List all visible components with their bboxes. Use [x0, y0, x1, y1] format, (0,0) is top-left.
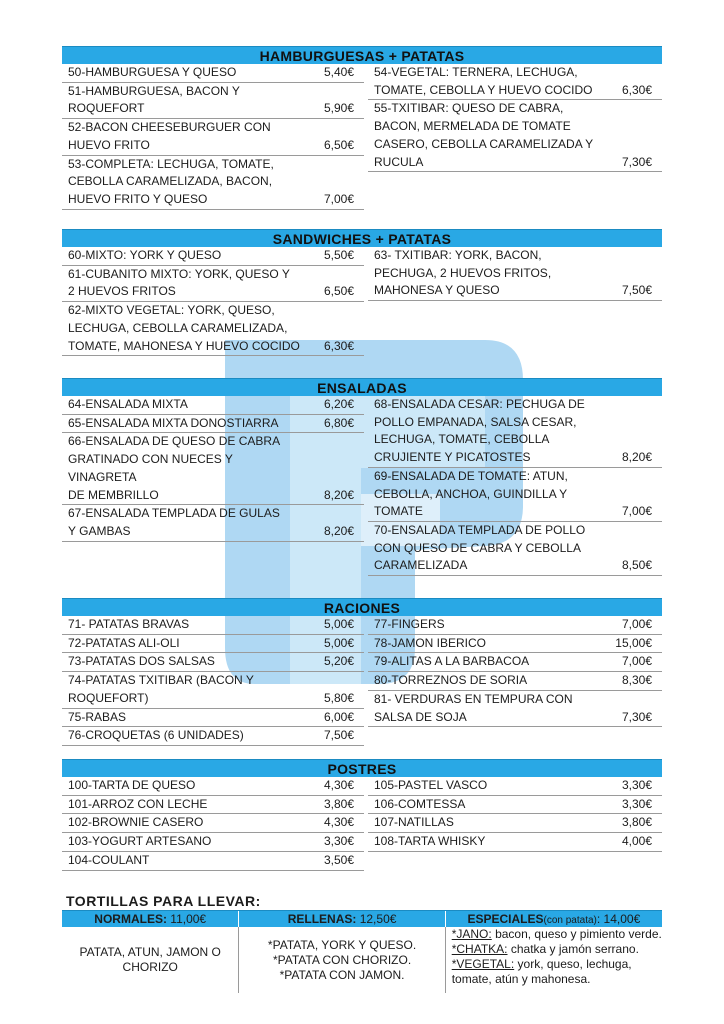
- item-price: 5,40€: [323, 65, 354, 79]
- especiales-label: ESPECIALES: [467, 912, 544, 926]
- menu-item: [62, 247, 364, 266]
- item-name: 51-HAMBURGUESA, BACON Y ROQUEFORT: [68, 83, 240, 116]
- menu-item: [62, 64, 364, 83]
- menu-item: [62, 83, 364, 119]
- item-price: 7,00€: [323, 191, 354, 206]
- item-name: 104-COULANT: [68, 852, 150, 867]
- column-right: [368, 247, 662, 301]
- item-price: 3,80€: [621, 815, 652, 830]
- menu-item: [62, 505, 364, 541]
- tortillas-body-row: [62, 927, 662, 993]
- especial-line: [452, 942, 662, 957]
- item-price: 3,30€: [621, 778, 652, 792]
- especiales-note: (con patata): [543, 915, 597, 926]
- item-price: 6,50€: [323, 284, 354, 299]
- item-price: 4,00€: [621, 834, 652, 849]
- item-name: 78-JAMON IBERICO: [374, 635, 487, 650]
- menu-item: [368, 247, 662, 301]
- item-name: 101-ARROZ CON LECHE: [68, 796, 208, 811]
- item-name: 74-PATATAS TXITIBAR (BACON Y ROQUEFORT): [68, 673, 254, 705]
- menu-item: [368, 64, 662, 100]
- item-price: 3,80€: [323, 796, 354, 811]
- header-normales: [62, 911, 239, 927]
- item-price: 6,80€: [323, 415, 354, 430]
- especial-line: tomate, atún y mahonesa.: [451, 972, 591, 986]
- menu-item: [62, 709, 364, 728]
- tortillas-title: TORTILLAS PARA LLEVAR:: [66, 893, 261, 909]
- item-price: 6,30€: [323, 338, 354, 353]
- item-name: 60-MIXTO: YORK Y QUESO: [68, 248, 222, 262]
- item-name: 63- TXITIBAR: YORK, BACON, PECHUGA, 2 HUEVOS FRITOS, MAHONESA Y QUESO: [374, 248, 552, 298]
- item-name: 100-TARTA DE QUESO: [68, 778, 196, 792]
- rellenas-price: 12,50€: [356, 912, 397, 926]
- menu-item: [368, 691, 662, 727]
- item-price: 7,00€: [621, 617, 652, 631]
- item-price: 6,00€: [323, 709, 354, 724]
- menu-item: [62, 814, 364, 833]
- section-title-sandwiches: SANDWICHES + PATATAS: [62, 229, 662, 247]
- menu-item: [62, 616, 364, 635]
- normales-cell: PATATA, ATUN, JAMON O CHORIZO: [62, 927, 239, 993]
- menu-item: [62, 635, 364, 654]
- menu-item: [62, 302, 364, 356]
- column-right: [368, 616, 662, 727]
- menu-item: [62, 156, 364, 210]
- item-price: 5,20€: [323, 654, 354, 669]
- menu-item: [62, 433, 364, 505]
- column-right: [368, 777, 662, 852]
- especial-key: *JANO:: [451, 927, 492, 941]
- section-hamburguesas: [62, 46, 662, 224]
- menu-item: [62, 796, 364, 815]
- item-name: 70-ENSALADA TEMPLADA DE POLLO CON QUESO DE CABRA Y CEBOLLA CARAMELIZADA: [374, 522, 586, 573]
- item-name: 106-COMTESSA: [374, 796, 466, 811]
- especial-line: [452, 927, 662, 942]
- normales-price: 11,00€: [166, 912, 207, 926]
- item-name: 54-VEGETAL: TERNERA, LECHUGA, TOMATE, CEBOLLA Y HUEVO COCIDO: [374, 65, 593, 97]
- item-price: 3,30€: [621, 796, 652, 811]
- item-name: 75-RABAS: [68, 709, 127, 724]
- item-name: 79-ALITAS A LA BARBACOA: [374, 654, 530, 669]
- menu-item: [368, 100, 662, 172]
- menu-item: [62, 266, 364, 302]
- item-name: 80-TORREZNOS DE SORIA: [374, 673, 528, 688]
- especiales-cell: [446, 927, 662, 993]
- item-name: 102-BROWNIE CASERO: [68, 815, 204, 830]
- menu-item: [368, 635, 662, 654]
- tortillas-header-row: [62, 910, 662, 927]
- item-price: 3,30€: [323, 834, 354, 849]
- item-price: 5,00€: [323, 617, 354, 631]
- item-name: 69-ENSALADA DE TOMATE: ATUN, CEBOLLA, ANCHOA, GUINDILLA Y TOMATE: [374, 468, 568, 519]
- menu-item: [368, 672, 662, 691]
- item-price: 6,50€: [323, 137, 354, 152]
- especiales-price: : 14,00€: [596, 912, 641, 926]
- item-price: 4,30€: [323, 778, 354, 792]
- column-left: [62, 777, 364, 871]
- menu-item: [368, 468, 662, 522]
- item-price: 5,00€: [323, 635, 354, 650]
- item-price: 5,90€: [323, 101, 354, 116]
- item-name: 72-PATATAS ALI-OLI: [68, 635, 180, 650]
- item-price: 8,20€: [323, 487, 354, 502]
- normales-label: NORMALES:: [94, 912, 167, 926]
- item-name: 50-HAMBURGUESA Y QUESO: [68, 65, 237, 79]
- column-left: [62, 64, 364, 210]
- item-name: 81- VERDURAS EN TEMPURA CON SALSA DE SOJA: [374, 691, 573, 724]
- menu-item: [368, 653, 662, 672]
- item-name: 71- PATATAS BRAVAS: [68, 617, 190, 631]
- menu-item: [62, 672, 364, 708]
- item-name: 73-PATATAS DOS SALSAS: [68, 654, 215, 669]
- rellenas-label: RELLENAS:: [287, 912, 357, 926]
- column-right: [368, 64, 662, 172]
- item-price: 7,50€: [323, 728, 354, 743]
- item-name: 103-YOGURT ARTESANO: [68, 834, 212, 849]
- item-price: 8,30€: [621, 673, 652, 688]
- item-price: 6,30€: [621, 82, 652, 97]
- item-name: 55-TXITIBAR: QUESO DE CABRA, BACON, MERMELADA DE TOMATE CASERO, CEBOLLA CARAMELIZADA Y RUCULA: [374, 101, 594, 169]
- item-name: 61-CUBANITO MIXTO: YORK, QUESO Y 2 HUEVOS FRITOS: [68, 266, 290, 299]
- item-price: 15,00€: [615, 635, 652, 650]
- section-title-hamburguesas: HAMBURGUESAS + PATATAS: [62, 46, 662, 64]
- column-left: [62, 616, 364, 746]
- menu-item: [62, 777, 364, 796]
- item-name: 76-CROQUETAS (6 UNIDADES): [68, 728, 244, 743]
- item-name: 105-PASTEL VASCO: [374, 778, 488, 792]
- item-price: 3,50€: [323, 852, 354, 867]
- section-title-ensaladas: ENSALADAS: [62, 378, 662, 396]
- item-price: 6,20€: [323, 397, 354, 411]
- item-price: 8,50€: [621, 558, 652, 573]
- rellenas-cell: *PATATA, YORK Y QUESO. *PATATA CON CHORIZO. *PATATA CON JAMON.: [239, 927, 445, 993]
- section-postres: [62, 759, 662, 872]
- especial-key: *VEGETAL:: [451, 957, 515, 971]
- item-name: 53-COMPLETA: LECHUGA, TOMATE, CEBOLLA CARAMELIZADA, BACON, HUEVO FRITO Y QUESO: [68, 156, 274, 206]
- item-name: 67-ENSALADA TEMPLADA DE GULAS Y GAMBAS: [68, 506, 280, 538]
- section-raciones: [62, 598, 662, 746]
- column-left: [62, 247, 364, 356]
- item-price: 8,20€: [621, 450, 652, 465]
- header-rellenas: [239, 911, 445, 927]
- item-price: 7,00€: [621, 654, 652, 669]
- menu-item: [368, 833, 662, 852]
- menu-item: [368, 814, 662, 833]
- section-title-postres: POSTRES: [62, 759, 662, 777]
- item-price: 4,30€: [323, 815, 354, 830]
- item-name: 65-ENSALADA MIXTA DONOSTIARRA: [68, 415, 279, 430]
- item-name: 108-TARTA WHISKY: [374, 834, 486, 849]
- item-name: 64-ENSALADA MIXTA: [68, 397, 188, 411]
- item-price: 8,20€: [323, 523, 354, 538]
- especial-key: *CHATKA:: [451, 942, 508, 956]
- item-name: 68-ENSALADA CESAR: PECHUGA DE POLLO EMPANADA, SALSA CESAR, LECHUGA, TOMATE, CEBOLLA CRUJIENTE Y PICATOSTES: [374, 397, 585, 465]
- item-price: 7,50€: [621, 283, 652, 298]
- especial-text: york, queso, lechuga,: [514, 957, 632, 971]
- item-price: 7,30€: [621, 154, 652, 169]
- section-ensaladas: [62, 378, 662, 586]
- column-right: [368, 396, 662, 576]
- menu-item: [62, 415, 364, 434]
- section-title-raciones: RACIONES: [62, 598, 662, 616]
- menu-item: [368, 777, 662, 796]
- item-price: 5,50€: [323, 248, 354, 262]
- menu-item: [368, 522, 662, 576]
- item-name: 52-BACON CHEESEBURGUER CON HUEVO FRITO: [68, 120, 271, 152]
- item-price: 7,00€: [621, 504, 652, 519]
- menu-item: [368, 796, 662, 815]
- especial-line: [452, 957, 662, 972]
- menu-item: [62, 119, 364, 155]
- especial-text: bacon, queso y pimiento verde.: [491, 927, 662, 941]
- menu-item: [368, 396, 662, 468]
- item-name: 62-MIXTO VEGETAL: YORK, QUESO, LECHUGA, CEBOLLA CARAMELIZADA, TOMATE, MAHONESA Y HUEVO COCIDO: [68, 303, 300, 353]
- column-left: [62, 396, 364, 542]
- menu-item: [368, 616, 662, 635]
- item-price: 7,30€: [621, 709, 652, 724]
- menu-item: [62, 653, 364, 672]
- item-name: 107-NATILLAS: [374, 815, 454, 830]
- menu-item: [62, 833, 364, 852]
- menu-item: [62, 852, 364, 871]
- menu-item: [62, 727, 364, 746]
- item-name: 66-ENSALADA DE QUESO DE CABRA GRATINADO CON NUECES Y VINAGRETA DE MEMBRILLO: [68, 434, 281, 502]
- section-sandwiches: [62, 229, 662, 357]
- especial-text: chatka y jamón serrano.: [507, 942, 639, 956]
- header-especiales: [446, 911, 662, 927]
- item-name: 77-FINGERS: [374, 617, 445, 631]
- tortillas-table: [62, 910, 662, 992]
- menu-item: [62, 396, 364, 415]
- item-price: 5,80€: [323, 690, 354, 705]
